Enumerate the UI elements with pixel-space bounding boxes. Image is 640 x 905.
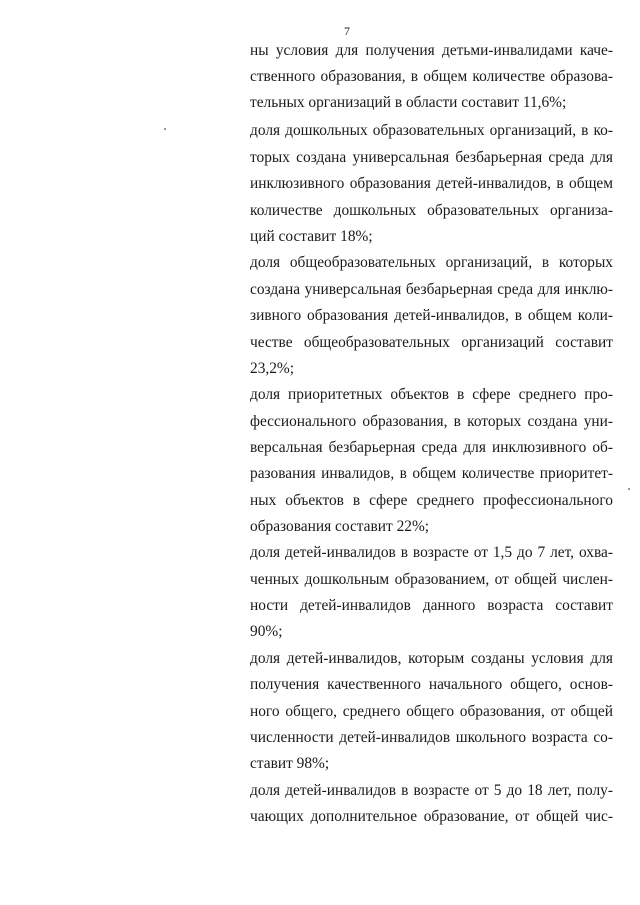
text-line: ности детей-инвалидов данного возраста составит	[250, 597, 613, 614]
text-line: ставит 98%;	[250, 755, 330, 772]
text-line: численности детей-инвалидов школьного возраста со-	[250, 729, 613, 746]
text-line: доля дошкольных образовательных организаций, в ко-	[250, 122, 613, 139]
text-line: доля общеобразовательных организаций, в которых	[250, 254, 613, 271]
text-line: ций составит 18%;	[250, 228, 373, 245]
text-line: доля приоритетных объектов в сфере среднего про-	[250, 386, 613, 403]
scan-speck	[628, 488, 630, 490]
text-line: доля детей-инвалидов в возрасте от 5 до 18 лет, полу-	[250, 782, 613, 799]
text-line: доля детей-инвалидов, которым созданы условия для	[250, 650, 613, 667]
text-line: чающих дополнительное образование, от общей чис-	[250, 808, 613, 825]
text-line: честве общеобразовательных организаций составит	[250, 334, 613, 351]
text-line: торых создана универсальная безбарьерная среда для	[250, 149, 613, 166]
text-line: доля детей-инвалидов в возрасте от 1,5 до 7 лет, охва-	[250, 544, 613, 561]
text-line: версальная безбарьерная среда для инклюзивного об-	[250, 439, 613, 456]
text-line: 90%;	[250, 623, 283, 640]
text-line: ственного образования, в общем количестве образова-	[250, 68, 613, 85]
text-line: ных объектов в сфере среднего профессионального	[250, 492, 613, 509]
text-line: фессионального образования, в которых создана уни-	[250, 413, 613, 430]
text-line: тельных организаций в области составит 11,6%;	[250, 94, 567, 111]
scan-speck	[164, 128, 166, 130]
text-line: разования инвалидов, в общем количестве приоритет-	[250, 465, 613, 482]
text-line: получения качественного начального общего, основ-	[250, 676, 613, 693]
page-number: 7	[344, 24, 350, 38]
text-line: ного общего, среднего общего образования, от общей	[250, 703, 613, 720]
text-line: зивного образования детей-инвалидов, в общем коли-	[250, 307, 613, 324]
text-line: количестве дошкольных образовательных организа-	[250, 202, 613, 219]
text-line: ны условия для получения детьми-инвалидами каче-	[250, 42, 613, 59]
text-line: 23,2%;	[250, 360, 295, 377]
text-line: создана универсальная безбарьерная среда для инклю-	[250, 281, 613, 298]
text-line: ченных дошкольным образованием, от общей числен-	[250, 571, 613, 588]
text-line: образования составит 22%;	[250, 518, 430, 535]
text-line: инклюзивного образования детей-инвалидов, в общем	[250, 175, 613, 192]
